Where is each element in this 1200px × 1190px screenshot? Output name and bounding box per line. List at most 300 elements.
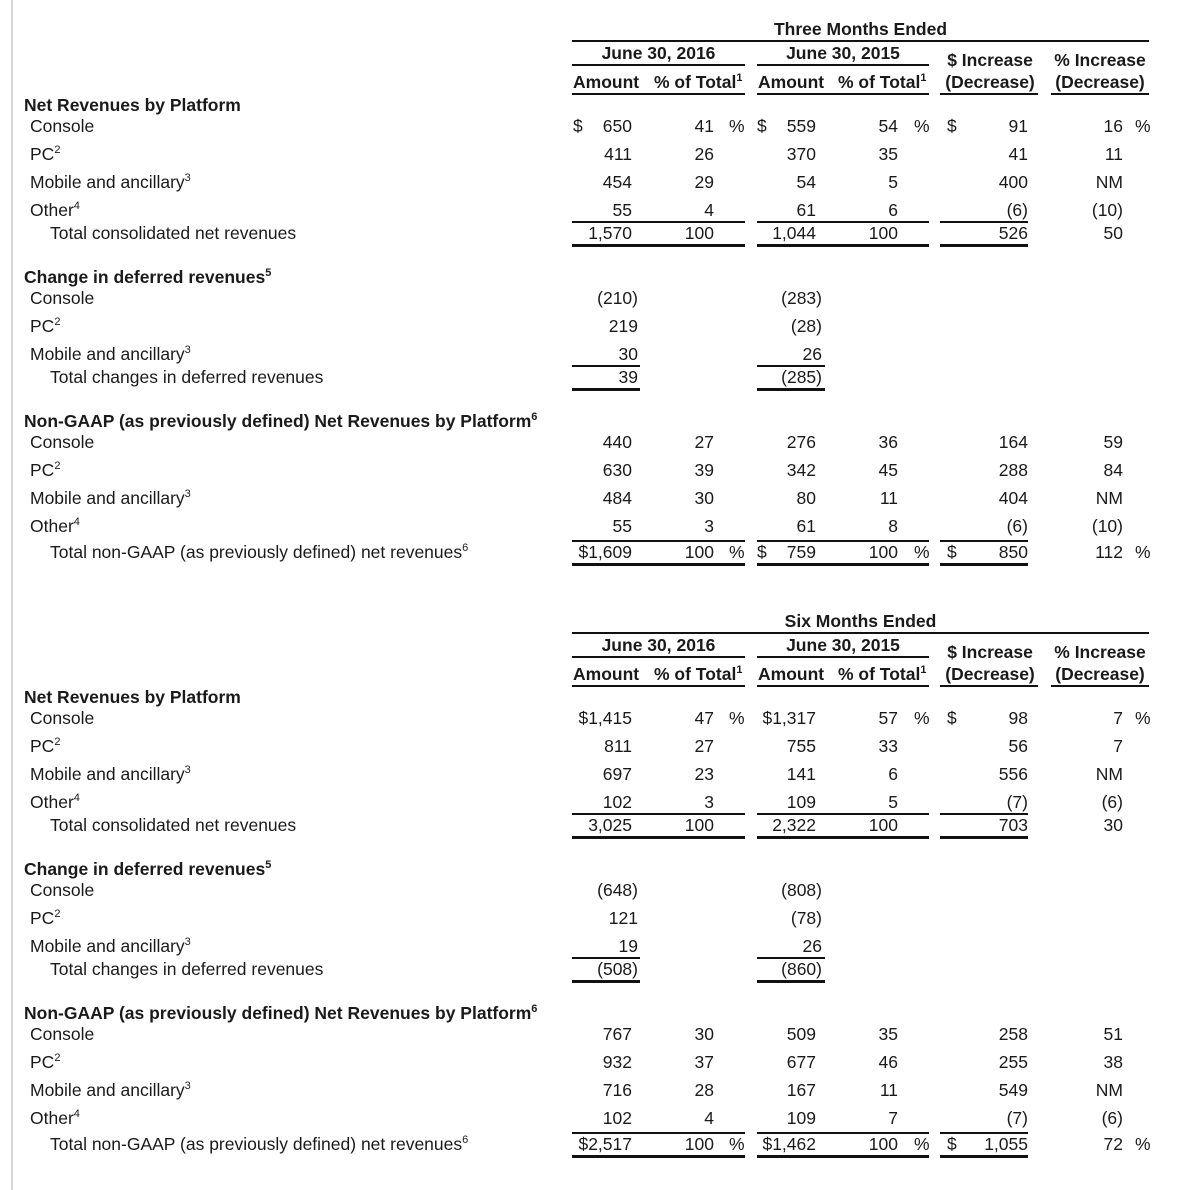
- row-label: [30, 316, 60, 336]
- row-label: [30, 908, 60, 928]
- pct-total-2015: 11: [879, 488, 898, 508]
- dollar-change: 258: [998, 1024, 1028, 1044]
- period-title: Six Months Ended: [784, 611, 937, 631]
- dollar-change: (7): [1006, 1108, 1028, 1128]
- amount-2015: (808): [781, 880, 822, 900]
- double-underline: [757, 244, 929, 247]
- percent-symbol: %: [1135, 116, 1151, 136]
- double-underline: [940, 563, 1028, 566]
- percent-symbol: %: [729, 708, 745, 728]
- header-rule: [1051, 93, 1149, 95]
- footnote-ref: 3: [184, 1080, 191, 1092]
- dollar-decrease-header: (Decrease): [945, 664, 1035, 684]
- amount-2016: 19: [618, 936, 638, 956]
- sub-header-amount: Amount: [758, 664, 825, 684]
- pct-total-2015: 5: [888, 172, 898, 192]
- amount-2016: 440: [602, 432, 632, 452]
- pct-change: 7: [1113, 736, 1123, 756]
- currency-symbol: $: [757, 116, 767, 136]
- row-label: [30, 764, 191, 784]
- dollar-change: 98: [1008, 708, 1028, 728]
- pct-total-2016: 30: [694, 488, 714, 508]
- row-label-text: Mobile and ancillary: [30, 936, 185, 956]
- footnote-ref: 2: [54, 316, 61, 328]
- dollar-change: 41: [1008, 144, 1028, 164]
- total-row-label: [50, 815, 296, 835]
- amount-2016: (210): [597, 288, 638, 308]
- row-label-text: Console: [30, 708, 95, 728]
- footnote-ref: 4: [73, 1108, 80, 1120]
- footnote-ref: 1: [736, 72, 743, 84]
- footnote-ref: 2: [54, 144, 61, 156]
- row-label: [30, 144, 60, 164]
- amount-2015: 80: [796, 488, 816, 508]
- row-label: [30, 736, 60, 756]
- footnote-ref: 4: [73, 516, 80, 528]
- row-label-text: PC: [30, 1052, 55, 1072]
- amount-2016: 811: [604, 736, 632, 756]
- pct-total-2015: 54: [878, 116, 898, 136]
- header-rule: [572, 632, 1149, 634]
- pct-total-2015: 6: [888, 200, 898, 220]
- sub-header-pct-label: % of Total: [654, 72, 737, 92]
- amount-2015: (860): [781, 959, 822, 979]
- pct-total-2015: 6: [888, 764, 898, 784]
- amount-2015: 61: [796, 516, 816, 536]
- row-label-text: Console: [30, 432, 95, 452]
- amount-2016: 630: [602, 460, 632, 480]
- section-title-deferred-revenues-text: Change in deferred revenues: [24, 267, 266, 287]
- period-title: Three Months Ended: [773, 19, 948, 39]
- currency-symbol: $: [947, 542, 957, 562]
- pct-total-2016: 28: [694, 1080, 714, 1100]
- pct-total-2015: 11: [879, 1080, 898, 1100]
- pct-increase-header: % Increase: [1054, 642, 1146, 662]
- row-label-text: Other: [30, 200, 74, 220]
- pct-total-2016: 100: [684, 542, 714, 562]
- amount-2015: (78): [790, 908, 822, 928]
- double-underline: [757, 563, 929, 566]
- footnote-ref: 3: [184, 344, 191, 356]
- pct-total-2016: 39: [694, 460, 714, 480]
- dollar-change: 526: [998, 223, 1028, 243]
- col-header-2015: June 30, 2015: [786, 43, 900, 63]
- pct-change: NM: [1095, 488, 1123, 508]
- pct-change: 59: [1103, 432, 1123, 452]
- pct-change: 72: [1103, 1134, 1123, 1154]
- total-row-label: [50, 959, 323, 979]
- pct-total-2016: 30: [694, 1024, 714, 1044]
- amount-2015: 167: [786, 1080, 816, 1100]
- row-label: [30, 460, 60, 480]
- sub-header-amount: Amount: [573, 72, 640, 92]
- row-label-text: Console: [30, 1024, 95, 1044]
- total-row-label: [50, 542, 468, 562]
- row-label: [30, 708, 94, 728]
- pct-total-2015: 8: [888, 516, 898, 536]
- pct-total-2016: 4: [704, 1108, 714, 1128]
- footnote-ref: 5: [265, 267, 272, 279]
- row-label: [30, 1024, 94, 1044]
- pct-total-2015: 100: [868, 542, 898, 562]
- pct-total-2015: 33: [878, 736, 898, 756]
- header-rule: [572, 685, 745, 687]
- row-label-text: PC: [30, 736, 55, 756]
- row-label-text: Mobile and ancillary: [30, 172, 185, 192]
- header-rule: [572, 40, 1149, 42]
- sub-header-pct-total: [838, 72, 926, 92]
- footnote-ref: 2: [54, 908, 61, 920]
- pct-total-2015: 45: [878, 460, 898, 480]
- total-row-label-text: Total changes in deferred revenues: [50, 367, 324, 387]
- total-row-label: [50, 223, 296, 243]
- row-label-text: Mobile and ancillary: [30, 1080, 185, 1100]
- row-label: [30, 1108, 80, 1128]
- percent-symbol: %: [1135, 708, 1151, 728]
- double-underline: [757, 1155, 929, 1158]
- section-title-non-gaap: [24, 1003, 537, 1023]
- double-underline: [572, 980, 640, 983]
- total-row-label-text: Total non-GAAP (as previously defined) net revenues: [50, 542, 463, 562]
- amount-2016: 484: [602, 488, 632, 508]
- sub-header-amount: Amount: [758, 72, 825, 92]
- amount-2015: 1,044: [772, 223, 816, 243]
- row-label: [30, 1052, 60, 1072]
- total-row-label-text: Total consolidated net revenues: [50, 815, 297, 835]
- double-underline: [572, 1155, 745, 1158]
- percent-symbol: %: [1135, 542, 1151, 562]
- amount-2015: $1,462: [762, 1134, 816, 1154]
- footnote-ref: 3: [184, 764, 191, 776]
- amount-2015: (285): [781, 367, 822, 387]
- amount-2016: 650: [602, 116, 632, 136]
- pct-total-2016: 3: [704, 516, 714, 536]
- pct-change: 30: [1103, 815, 1123, 835]
- amount-2016: 219: [608, 316, 638, 336]
- pct-change: NM: [1095, 764, 1123, 784]
- percent-symbol: %: [914, 1134, 930, 1154]
- row-label-text: Other: [30, 516, 74, 536]
- pct-change: NM: [1095, 172, 1123, 192]
- row-label-text: Console: [30, 880, 95, 900]
- currency-symbol: $: [947, 116, 957, 136]
- dollar-change: 404: [998, 488, 1028, 508]
- pct-change: (10): [1091, 516, 1123, 536]
- percent-symbol: %: [914, 708, 930, 728]
- amount-2016: 454: [602, 172, 632, 192]
- percent-symbol: %: [729, 542, 745, 562]
- pct-total-2015: 7: [888, 1108, 898, 1128]
- header-rule: [757, 685, 929, 687]
- footnote-ref: 1: [920, 664, 927, 676]
- amount-2016: 697: [602, 764, 632, 784]
- row-label-text: Mobile and ancillary: [30, 488, 185, 508]
- pct-change: 7: [1113, 708, 1123, 728]
- sub-header-pct-total: [838, 664, 926, 684]
- amount-2016: 55: [612, 516, 632, 536]
- row-label-text: Other: [30, 1108, 74, 1128]
- total-row-label-text: Total non-GAAP (as previously defined) net revenues: [50, 1134, 463, 1154]
- row-label: [30, 432, 94, 452]
- dollar-change: 549: [998, 1080, 1028, 1100]
- amount-2015: 370: [786, 144, 816, 164]
- pct-change: 51: [1103, 1024, 1123, 1044]
- amount-2015: $1,317: [762, 708, 816, 728]
- dollar-change: 56: [1008, 736, 1028, 756]
- footnote-ref: 6: [462, 1134, 469, 1146]
- dollar-change: 1,055: [984, 1134, 1028, 1154]
- dollar-change: 556: [998, 764, 1028, 784]
- pct-total-2015: 57: [878, 708, 898, 728]
- amount-2015: 109: [786, 1108, 816, 1128]
- total-row-label: [50, 1134, 468, 1154]
- double-underline: [757, 980, 825, 983]
- pct-total-2016: 29: [694, 172, 714, 192]
- row-label-text: Console: [30, 288, 95, 308]
- amount-2015: 109: [786, 792, 816, 812]
- amount-2015: 61: [796, 200, 816, 220]
- footnote-ref: 3: [184, 936, 191, 948]
- row-label-text: PC: [30, 460, 55, 480]
- amount-2015: 755: [786, 736, 816, 756]
- row-label-text: PC: [30, 316, 55, 336]
- dollar-change: 703: [998, 815, 1028, 835]
- header-rule: [1051, 685, 1149, 687]
- dollar-change: 255: [998, 1052, 1028, 1072]
- header-rule: [757, 64, 929, 66]
- row-label-text: Mobile and ancillary: [30, 764, 185, 784]
- amount-2016: (648): [597, 880, 638, 900]
- pct-total-2016: 41: [694, 116, 714, 136]
- row-label: [30, 516, 80, 536]
- dollar-change: (6): [1006, 516, 1028, 536]
- sub-header-pct-total: [654, 664, 742, 684]
- footnote-ref: 2: [54, 1052, 61, 1064]
- section-title-net-revenues: [24, 687, 241, 707]
- pct-total-2016: 100: [684, 223, 714, 243]
- footnote-ref: 6: [531, 1003, 538, 1015]
- amount-2016: 55: [612, 200, 632, 220]
- double-underline: [940, 244, 1028, 247]
- sub-header-pct-total: [654, 72, 742, 92]
- header-rule: [757, 93, 929, 95]
- row-label-text: PC: [30, 908, 55, 928]
- amount-2016: (508): [597, 959, 638, 979]
- pct-change: 84: [1103, 460, 1123, 480]
- header-rule: [757, 656, 929, 658]
- row-label-text: PC: [30, 144, 55, 164]
- pct-total-2016: 26: [694, 144, 714, 164]
- percent-symbol: %: [729, 116, 745, 136]
- footnote-ref: 2: [54, 460, 61, 472]
- percent-symbol: %: [914, 116, 930, 136]
- amount-2016: 767: [602, 1024, 632, 1044]
- section-title-non-gaap: [24, 411, 537, 431]
- sub-header-pct-label: % of Total: [838, 664, 921, 684]
- section-title-deferred-revenues-text: Change in deferred revenues: [24, 859, 266, 879]
- percent-symbol: %: [729, 1134, 745, 1154]
- pct-total-2016: 4: [704, 200, 714, 220]
- amount-2016: 716: [602, 1080, 632, 1100]
- pct-total-2016: 100: [684, 815, 714, 835]
- row-label: [30, 200, 80, 220]
- col-header-2015: June 30, 2015: [786, 635, 900, 655]
- pct-total-2015: 100: [868, 1134, 898, 1154]
- amount-2015: 759: [786, 542, 816, 562]
- pct-total-2015: 100: [868, 223, 898, 243]
- row-label: [30, 488, 191, 508]
- header-rule: [940, 93, 1038, 95]
- page-left-border: [11, 0, 13, 1190]
- pct-total-2016: 100: [684, 1134, 714, 1154]
- pct-total-2015: 36: [878, 432, 898, 452]
- col-header-2016: June 30, 2016: [601, 635, 716, 655]
- amount-2015: 141: [786, 764, 816, 784]
- section-title-net-revenues-text: Net Revenues by Platform: [24, 687, 241, 707]
- pct-total-2015: 35: [878, 1024, 898, 1044]
- pct-decrease-header: (Decrease): [1055, 72, 1145, 92]
- footnote-ref: 3: [184, 488, 191, 500]
- amount-2016: 102: [602, 792, 632, 812]
- pct-decrease-header: (Decrease): [1055, 664, 1145, 684]
- dollar-change: 91: [1008, 116, 1028, 136]
- row-label-text: Mobile and ancillary: [30, 344, 185, 364]
- pct-change: 11: [1104, 144, 1123, 164]
- section-title-net-revenues-text: Net Revenues by Platform: [24, 95, 241, 115]
- amount-2015: 559: [786, 116, 816, 136]
- dollar-increase-header: $ Increase: [947, 50, 1033, 70]
- currency-symbol: $: [947, 708, 957, 728]
- double-underline: [572, 563, 745, 566]
- pct-total-2015: 46: [878, 1052, 898, 1072]
- section-title-net-revenues: [24, 95, 241, 115]
- pct-total-2016: 3: [704, 792, 714, 812]
- amount-2016: $1,415: [578, 708, 632, 728]
- section-title-non-gaap-text: Non-GAAP (as previously defined) Net Revenues by Platform: [24, 1003, 532, 1023]
- pct-change: 16: [1103, 116, 1123, 136]
- dollar-change: 850: [998, 542, 1028, 562]
- pct-change: (6): [1101, 1108, 1123, 1128]
- pct-change: NM: [1095, 1080, 1123, 1100]
- double-underline: [940, 836, 1028, 839]
- footnote-ref: 4: [73, 200, 80, 212]
- header-rule: [940, 685, 1038, 687]
- row-label: [30, 344, 191, 364]
- row-label: [30, 116, 94, 136]
- section-title-deferred-revenues: [24, 267, 271, 287]
- dollar-decrease-header: (Decrease): [945, 72, 1035, 92]
- pct-change: 38: [1103, 1052, 1123, 1072]
- row-label: [30, 172, 191, 192]
- double-underline: [572, 388, 640, 391]
- amount-2016: 30: [618, 344, 638, 364]
- amount-2015: (283): [781, 288, 822, 308]
- row-label: [30, 880, 94, 900]
- total-row-label-text: Total changes in deferred revenues: [50, 959, 324, 979]
- total-row-label: [50, 367, 323, 387]
- percent-symbol: %: [1135, 1134, 1151, 1154]
- amount-2015: 509: [786, 1024, 816, 1044]
- pct-change: 50: [1103, 223, 1123, 243]
- amount-2016: 102: [602, 1108, 632, 1128]
- row-label: [30, 936, 191, 956]
- row-label: [30, 288, 94, 308]
- dollar-change: 400: [998, 172, 1028, 192]
- amount-2015: 276: [786, 432, 816, 452]
- footnote-ref: 4: [73, 792, 80, 804]
- footnote-ref: 5: [265, 859, 272, 871]
- col-header-2016: June 30, 2016: [601, 43, 716, 63]
- footnote-ref: 1: [736, 664, 743, 676]
- double-underline: [940, 1155, 1028, 1158]
- dollar-change: 288: [998, 460, 1028, 480]
- pct-total-2015: 35: [878, 144, 898, 164]
- amount-2016: 39: [618, 367, 638, 387]
- amount-2015: 54: [796, 172, 816, 192]
- amount-2015: (28): [790, 316, 822, 336]
- row-label: [30, 792, 80, 812]
- header-rule: [572, 656, 745, 658]
- pct-total-2016: 27: [694, 736, 714, 756]
- double-underline: [572, 836, 745, 839]
- section-title-deferred-revenues: [24, 859, 271, 879]
- sub-header-pct-label: % of Total: [838, 72, 921, 92]
- double-underline: [572, 244, 745, 247]
- amount-2015: 26: [802, 344, 822, 364]
- pct-change: (6): [1101, 792, 1123, 812]
- amount-2016: $2,517: [578, 1134, 632, 1154]
- dollar-change: 164: [998, 432, 1028, 452]
- currency-symbol: $: [757, 542, 767, 562]
- dollar-change: (6): [1006, 200, 1028, 220]
- amount-2016: 121: [608, 908, 638, 928]
- pct-change: 112: [1095, 542, 1123, 562]
- pct-total-2016: 23: [694, 764, 714, 784]
- dollar-change: (7): [1006, 792, 1028, 812]
- amount-2016: 1,570: [588, 223, 632, 243]
- row-label-text: Console: [30, 116, 95, 136]
- pct-total-2016: 37: [694, 1052, 714, 1072]
- amount-2016: 411: [604, 144, 632, 164]
- amount-2016: 3,025: [588, 815, 632, 835]
- total-row-label-text: Total consolidated net revenues: [50, 223, 297, 243]
- row-label-text: Other: [30, 792, 74, 812]
- percent-symbol: %: [914, 542, 930, 562]
- amount-2015: 2,322: [772, 815, 816, 835]
- sub-header-amount: Amount: [573, 664, 640, 684]
- pct-total-2016: 47: [694, 708, 714, 728]
- double-underline: [757, 388, 825, 391]
- pct-increase-header: % Increase: [1054, 50, 1146, 70]
- amount-2015: 677: [786, 1052, 816, 1072]
- pct-change: (10): [1091, 200, 1123, 220]
- footnote-ref: 2: [54, 736, 61, 748]
- header-rule: [572, 64, 745, 66]
- amount-2016: 932: [602, 1052, 632, 1072]
- double-underline: [757, 836, 929, 839]
- section-title-non-gaap-text: Non-GAAP (as previously defined) Net Revenues by Platform: [24, 411, 532, 431]
- footnote-ref: 6: [462, 542, 469, 554]
- row-label: [30, 1080, 191, 1100]
- header-rule: [572, 93, 745, 95]
- footnote-ref: 1: [920, 72, 927, 84]
- pct-total-2015: 100: [868, 815, 898, 835]
- dollar-increase-header: $ Increase: [947, 642, 1033, 662]
- pct-total-2015: 5: [888, 792, 898, 812]
- amount-2015: 26: [802, 936, 822, 956]
- currency-symbol: $: [947, 1134, 957, 1154]
- amount-2015: 342: [786, 460, 816, 480]
